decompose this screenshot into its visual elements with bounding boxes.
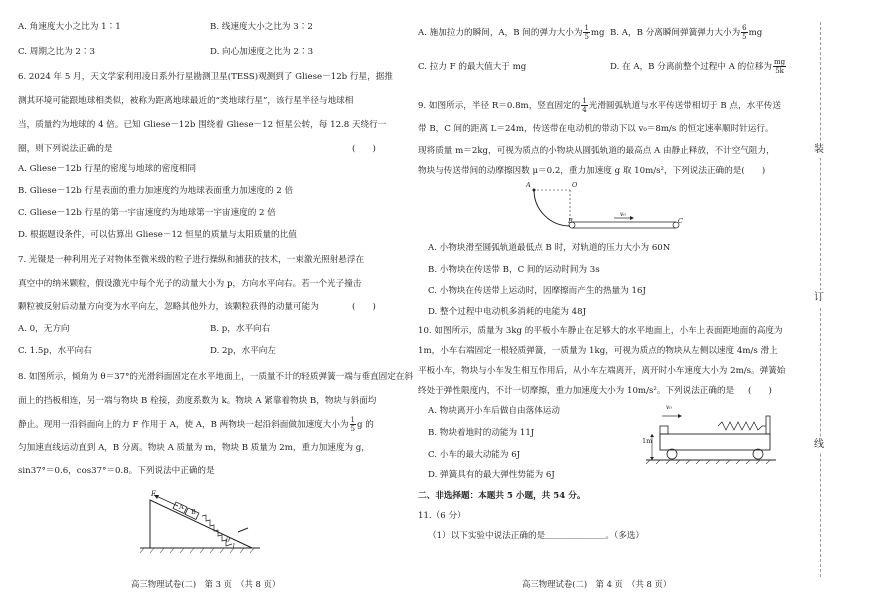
left-page [0, 0, 414, 593]
incline-spring-diagram [140, 492, 270, 554]
arc-conveyor-diagram [530, 186, 690, 236]
label-point-c: C [678, 217, 683, 225]
q8-line-5: sin37°＝0.6，cos37°＝0.8。下列说法中正确的是 [18, 466, 215, 476]
q10-line-4: 终处于弹性限度内，不计一切摩擦，重力加速度大小为 10m/s²。下列说法正确的是 [418, 386, 735, 396]
label-theta: θ [226, 536, 230, 544]
q6-option-d: D. 根据题设条件，可以估算出 Gliese－12 恒星的质量与太阳质量的比值 [18, 230, 297, 240]
label-belt-speed: v₀ [620, 211, 626, 218]
q10-line-2: 1m，小车右端固定一根轻质弹簧，一质量为 1kg，可视为质点的物块从左侧以速度 4m/s 滑上 [418, 346, 778, 356]
q8-option-c: C. 拉力 F 的最大值大于 mg [418, 62, 527, 72]
q6-option-c: C. Gliese－12b 行星的第一宇宙速度约为地球第一宇宙速度的 2 倍 [18, 208, 276, 218]
q6-option-b: B. Gliese－12b 行星表面的重力加速度约为地球表面重力加速度的 2 倍 [18, 186, 294, 196]
cart-spring-diagram [640, 402, 780, 464]
q9-line-1: 9. 如图所示，半径 R＝0.8m，竖直固定的 $\frac{1}{4}$ 光滑圆弧轨道与水平传送带相切于 B 点，水平传送 [418, 97, 781, 114]
q7-line-3: 颗粒被反射后动量方向变为水平向左，忽略其他外力，该颗粒获得的动量可能为 [18, 302, 319, 312]
q8-option-d: D. 在 A，B 分离前整个过程中 A 的位移为 $\frac{mg}{5k}$ [610, 58, 786, 75]
q7-line-1: 7. 光镊是一种利用光子对物体至微米级的粒子进行操纵和捕获的技术，一束激光照射悬浮在 [18, 255, 365, 265]
q7-option-a: A. 0，无方向 [18, 324, 70, 334]
q6-line-3: 当，质量约为地球的 4 倍。已知 Gliese－12b 围绕着 Gliese－12 恒星公转，每 12.8 天绕行一 [18, 120, 387, 130]
label-force-f: F [151, 490, 156, 498]
q6-option-a: A. Gliese－12b 行星的密度与地球的密度相同 [18, 164, 197, 174]
section-heading: 二、非选择题：本题共 5 小题，共 54 分。 [418, 491, 586, 501]
q10-option-d: D. 弹簧具有的最大弹性势能为 6J [428, 470, 555, 480]
q10-option-c: C. 小车的最大动能为 6J [428, 450, 521, 460]
page-footer-3: 高三物理试卷(二) 第 3 页 （共 8 页） [131, 579, 281, 589]
q8-option-a: A. 施加拉力的瞬间，A，B 间的弹力大小为 $\frac{1}{5}$ mg [418, 24, 605, 41]
q9-option-c: C. 小物块在传送带上运动时，因摩擦而产生的热量为 16J [428, 286, 646, 296]
binding-char-xian: 线 [814, 437, 824, 453]
q7-option-c: C. 1.5p，水平向右 [18, 346, 92, 356]
q8-line-3: 静止。现用一沿斜面向上的力 F 作用于 A，使 A，B 两物块一起沿斜面做加速度大小为 $\frac{1}{5}$ g 的 [18, 416, 374, 433]
q9-option-d: D. 整个过程中电动机多消耗的电能为 48J [428, 307, 587, 317]
q7-option-d: D. 2p，水平向左 [210, 346, 276, 356]
label-point-b: B [568, 217, 573, 225]
q8-line-1: 8. 如图所示，倾角为 θ＝37°的光滑斜面固定在水平地面上，一质量不计的轻质弹簧一端与垂直固定在斜 [18, 372, 414, 382]
label-point-o: O [572, 181, 578, 189]
label-block-speed: v₀ [666, 404, 672, 411]
q6-line-1: 6. 2024 年 5 月，天文学家利用凌日系外行星勘测卫星(TESS)观测到了 Gliese－12b 行星，据推 [18, 72, 393, 82]
binding-char-zhuang: 装 [814, 142, 824, 158]
q7-line-2: 真空中的纳米颗粒，假设激光中每个光子的动量大小为 p，方向水平向右。若一个光子撞击 [18, 279, 362, 289]
q5-option-a: A. 角速度大小之比为 1∶1 [18, 22, 121, 32]
q6-line-4: 圈，则下列说法正确的是 [18, 144, 113, 154]
q5-option-c: C. 周期之比为 2∶3 [18, 47, 95, 57]
q6-answer-paren: ( ) [352, 144, 376, 154]
q10-line-3: 平板小车，物块与小车发生相互作用后，从小车左端离开，离开时小车速度大小为 2m/s。弹簧始 [418, 366, 786, 376]
q8-option-b: B. A，B 分离瞬间弹簧弹力大小为 $\frac{6}{5}$ mg [610, 24, 763, 41]
q10-line-1: 10. 如图所示，质量为 3kg 的平板小车静止在足够大的水平地面上，小车上表面距地面的高度为 [418, 326, 783, 336]
q8-line-2: 面上的挡板相连，另一端与物块 B 栓接，劲度系数为 k。物块 A 紧靠着物块 B，物块与斜面均 [18, 396, 377, 406]
q10-option-b: B. 物块着地时的动能为 11J [428, 428, 535, 438]
q9-line-2: 带 B，C 间的距离 L＝24m，传送带在电动机的带动下以 v₀＝8m/s 的恒定速率顺时针运行。 [418, 124, 774, 134]
q8-line-4: 匀加速直线运动直到 A，B 分离。物块 A 质量为 m，物块 B 质量为 2m，重力加速度为 g， [18, 443, 370, 453]
label-block-b: B [191, 508, 196, 516]
page-footer-4: 高三物理试卷(二) 第 4 页 （共 8 页） [522, 579, 672, 589]
q9-line-4: 物块与传送带间的动摩擦因数 μ＝0.2，重力加速度 g 取 10m/s²，下列说法正确的是( ) [418, 166, 766, 176]
binding-char-ding: 订 [814, 290, 824, 306]
q8-fraction: $\frac{1}{5}$ [350, 416, 356, 433]
label-height: 1m [642, 437, 653, 445]
label-block-a: A [179, 503, 184, 511]
right-page [400, 0, 800, 593]
q9-option-b: B. 小物块在传送带 B，C 间的运动时间为 3s [428, 265, 600, 275]
q5-option-d: D. 向心加速度之比为 2∶3 [210, 47, 314, 57]
q5-option-b: B. 线速度大小之比为 3∶2 [210, 22, 313, 32]
q6-line-2: 测其环境可能跟地球相类似，被称为距离地球最近的“类地球行星”，该行星半径与地球相 [18, 96, 354, 106]
q10-answer-paren: ( ) [748, 386, 772, 396]
q7-option-b: B. p，水平向右 [210, 324, 271, 334]
q11-heading: 11.（6 分） [418, 511, 466, 521]
q11-part-1: （1）以下实验中说法正确的是＿＿＿＿＿＿＿。（多选） [428, 531, 645, 541]
q10-option-a: A. 物块离开小车后做自由落体运动 [428, 406, 560, 416]
binding-margin [800, 0, 870, 593]
q9-option-a: A. 小物块滑至圆弧轨道最低点 B 时，对轨道的压力大小为 60N [428, 243, 671, 253]
label-point-a: A [526, 181, 531, 189]
q7-answer-paren: ( ) [352, 302, 376, 312]
q9-line-3: 现将质量 m＝2kg，可视为质点的小物块从圆弧轨道的最高点 A 由静止释放，不计空气阻力， [418, 146, 775, 156]
